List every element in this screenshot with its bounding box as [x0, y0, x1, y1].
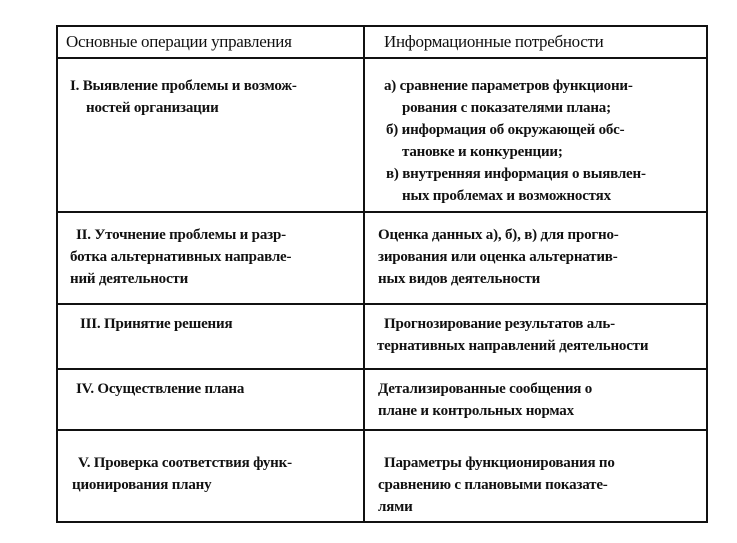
row-divider — [58, 211, 706, 213]
row-1-info: а) сравнение параметров функциони- рования с показателями плана; б) информация об окружающей обс- тановке и конкуренции; в) внутренняя информация о выявлен- ных проблемах и возможностях — [384, 78, 646, 204]
row-4-operation: IV. Осуществление плана — [76, 381, 245, 397]
row-3-info: Прогнозирование результатов аль- тернативных направлений деятельности — [377, 316, 649, 354]
row-2-info: Оценка данных а), б), в) для прогно- зирования или оценка альтернатив- ных видов деятельности — [378, 227, 619, 287]
row-divider — [58, 57, 706, 59]
row-2-operation: II. Уточнение проблемы и разр- ботка альтернативных направле- ний деятельности — [70, 227, 292, 287]
row-5-operation: V. Проверка соответствия функ- ционирования плану — [72, 455, 292, 493]
row-divider — [58, 429, 706, 431]
operations-info-table — [56, 25, 708, 523]
row-divider — [58, 368, 706, 370]
row-divider — [58, 303, 706, 305]
row-4-info: Детализированные сообщения о плане и контрольных нормах — [378, 381, 593, 419]
column-divider — [363, 27, 365, 521]
header-info-needs: Информационные потребности — [384, 32, 604, 51]
header-operations: Основные операции управления — [66, 32, 292, 51]
row-1-operation: I. Выявление проблемы и возмож- ностей организации — [70, 78, 297, 116]
row-5-info: Параметры функционирования по сравнению с плановыми показате- лями — [378, 455, 615, 515]
row-3-operation: III. Принятие решения — [80, 316, 233, 332]
